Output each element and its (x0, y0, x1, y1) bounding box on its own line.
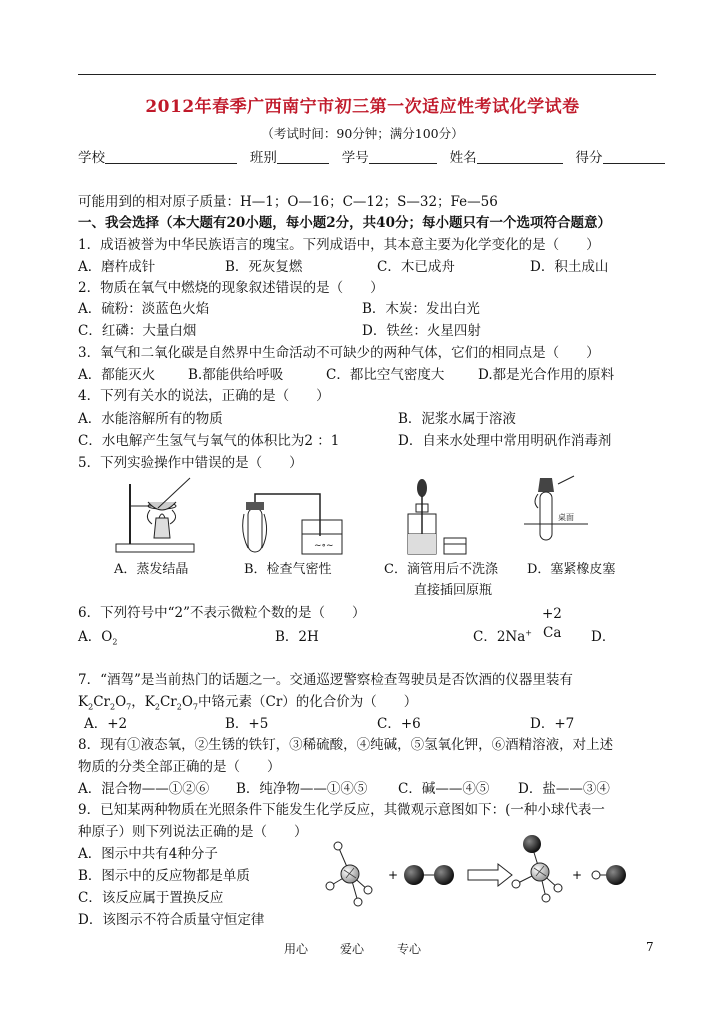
q2-option-d[interactable]: D．铁丝：火星四射 (362, 323, 481, 339)
svg-text:~∘~: ~∘~ (314, 541, 334, 551)
q6-option-a[interactable] (78, 625, 117, 647)
q3-stem: 3．氧气和二氧化碳是自然界中生命活动不可缺少的两种气体，它们的相同点是（ ） (78, 345, 600, 361)
field-score-label: 得分 (575, 150, 603, 166)
field-name-blank[interactable] (477, 149, 563, 164)
q4-option-c[interactable]: C．水电解产生氢气与氧气的体积比为2 ：1 (78, 433, 340, 449)
q8-stem-line2: 物质的分类全部正确的是（ ） (78, 759, 281, 775)
q9-option-c[interactable]: C．该反应属于置换反应 (78, 890, 224, 906)
field-score-blank[interactable] (603, 149, 665, 164)
desk-label: 桌面 (558, 513, 574, 522)
q5-option-c[interactable]: C．滴管用后不洗涤 (384, 562, 498, 577)
q3-option-c[interactable]: C．都比空气密度大 (326, 367, 445, 383)
product-molecule-2 (592, 865, 626, 885)
q7-o: O (115, 694, 127, 710)
q3-option-b[interactable]: B.都能供给呼吸 (188, 367, 284, 383)
footer-motto-2: 爱心 (340, 942, 365, 956)
q7-sub5: 2 (176, 702, 182, 712)
q7-sub4: 2 (154, 702, 160, 712)
q9-option-d[interactable]: D．该图示不符合质量守恒定律 (78, 912, 265, 928)
product-molecule-1 (512, 835, 562, 902)
plus-sign-1: + (388, 868, 399, 882)
q4-option-b[interactable]: B．泥浆水属于溶液 (398, 411, 516, 427)
q7-cr2: Cr (159, 694, 177, 710)
info-fields (78, 146, 665, 166)
q6-option-b[interactable]: B．2H (275, 629, 319, 645)
field-school-label: 学校 (78, 150, 105, 166)
footer-motto-3: 专心 (397, 942, 422, 956)
q5-option-a[interactable]: A．蒸发结晶 (114, 562, 189, 577)
q7-option-c[interactable]: C．+6 (377, 716, 421, 732)
q7-option-b[interactable]: B．+5 (225, 716, 269, 732)
q5-figure-panel (95, 472, 592, 562)
q7-option-d[interactable]: D．+7 (530, 716, 575, 732)
q7-stem-line2 (78, 690, 417, 712)
q6-option-d[interactable]: D． (591, 629, 616, 645)
q8-option-b[interactable]: B．纯净物——①④⑤ (236, 781, 368, 797)
reactant-molecule-1 (326, 842, 372, 906)
q9-option-b[interactable]: B．图示中的反应物都是单质 (78, 868, 250, 884)
q9-stem: 9．已知某两种物质在光照条件下能发生化学反应，其微观示意图如下：(一种小球代表一 (78, 802, 605, 818)
q9-option-a[interactable]: A．图示中共有4种分子 (78, 846, 218, 862)
page-number: 7 (646, 940, 654, 954)
q8-option-c[interactable]: C．碱——④⑤ (398, 781, 490, 797)
q1-option-d[interactable]: D．积土成山 (530, 259, 609, 275)
q1-option-b[interactable]: B．死灰复燃 (225, 259, 303, 275)
q3-option-d[interactable]: D.都是光合作用的原料 (478, 367, 615, 383)
q7-sub2: 2 (109, 702, 116, 712)
q5-option-d[interactable]: D．塞紧橡皮塞 (527, 562, 616, 577)
q6-stem: 6．下列符号中“2”不表示微粒个数的是（ ） (78, 605, 366, 621)
field-number-label: 学号 (341, 150, 369, 166)
reaction-diagram (318, 832, 638, 914)
reactant-molecule-2 (404, 865, 454, 885)
footer-motto-1: 用心 (284, 942, 309, 956)
plus-sign-2: + (572, 868, 583, 882)
q1-stem: 1．成语被誉为中华民族语言的瑰宝。下列成语中，其本意主要为化学变化的是（ ） (78, 237, 600, 253)
q5-option-c-line2: 直接插回原瓶 (414, 583, 493, 598)
q2-option-a[interactable]: A．硫粉：淡蓝色火焰 (78, 301, 210, 317)
q1-option-a[interactable]: A．磨杵成针 (78, 259, 156, 275)
q6-option-c[interactable] (473, 625, 532, 645)
field-school-blank[interactable] (105, 149, 237, 164)
q1-option-c[interactable]: C．木已成舟 (377, 259, 455, 275)
q6-option-a-sub: 2 (112, 637, 118, 647)
field-name-label: 姓名 (449, 150, 477, 166)
q2-stem: 2．物质在氧气中燃烧的现象叙述错误的是（ ） (78, 280, 384, 296)
q7-sub1: 2 (88, 702, 94, 712)
q5-stem: 5．下列实验操作中错误的是（ ） (78, 455, 303, 471)
q2-option-c[interactable]: C．红磷：大量白烟 (78, 323, 197, 339)
q7-sub3: 7 (126, 702, 132, 712)
top-rule (78, 74, 656, 75)
q6-option-a-text: A．O (78, 629, 113, 645)
q8-option-a[interactable]: A．混合物——①②⑥ (78, 781, 210, 797)
q4-stem: 4．下列有关水的说法，正确的是（ ） (78, 388, 330, 404)
q3-option-a[interactable]: A．都能灭火 (78, 367, 156, 383)
q5-option-b[interactable]: B．检查气密性 (244, 562, 332, 577)
q4-option-d[interactable]: D．自来水处理中常用明矾作消毒剂 (398, 433, 612, 449)
q6-option-c-text: C．2Na (473, 629, 526, 645)
field-class-blank[interactable] (277, 149, 329, 164)
q7-sub6: 7 (192, 702, 198, 712)
exam-info: （考试时间：90分钟；满分100分） (261, 126, 464, 141)
q7-cr: Cr (93, 694, 110, 710)
page-title: 2012年春季广西南宁市初三第一次适应性考试化学试卷 (145, 97, 580, 117)
reaction-arrow-icon (468, 864, 512, 886)
q6-option-d-symbol: Ca (543, 625, 562, 641)
section-heading: 一、我会选择（本大题有20小题，每小题2分，共40分；每小题只有一个选项符合题意） (78, 215, 611, 231)
atomic-masses: 可能用到的相对原子质量：H—1；O—16；C—12；S—32；Fe—56 (78, 194, 498, 210)
q7-stem: 7．“酒驾”是当前热门的话题之一。交通巡逻警察检查驾驶员是否饮酒的仪器里装有 (78, 672, 573, 688)
q6-option-d-valence: +2 (542, 606, 562, 622)
q2-option-b[interactable]: B．木炭：发出白光 (362, 301, 480, 317)
q6-option-c-sup: + (525, 628, 532, 638)
field-number-blank[interactable] (369, 149, 437, 164)
q8-stem: 8．现有①液态氧，②生锈的铁钉，③稀硫酸，④纯碱，⑤氢氧化钾，⑥酒精溶液，对上述 (78, 737, 614, 753)
q7-k2: ，K (131, 694, 155, 710)
q4-option-a[interactable]: A．水能溶解所有的物质 (78, 411, 223, 427)
q7-question: 中铬元素（Cr）的化合价为（ ） (198, 694, 418, 710)
q9-stem-line2: 种原子）则下列说法正确的是（ ） (78, 824, 308, 840)
q7-k: K (78, 694, 89, 710)
field-class-label: 班别 (249, 150, 277, 166)
q7-option-a[interactable]: A．+2 (84, 716, 128, 732)
q8-option-d[interactable]: D．盐——③④ (518, 781, 610, 797)
q7-o2: O (181, 694, 193, 710)
